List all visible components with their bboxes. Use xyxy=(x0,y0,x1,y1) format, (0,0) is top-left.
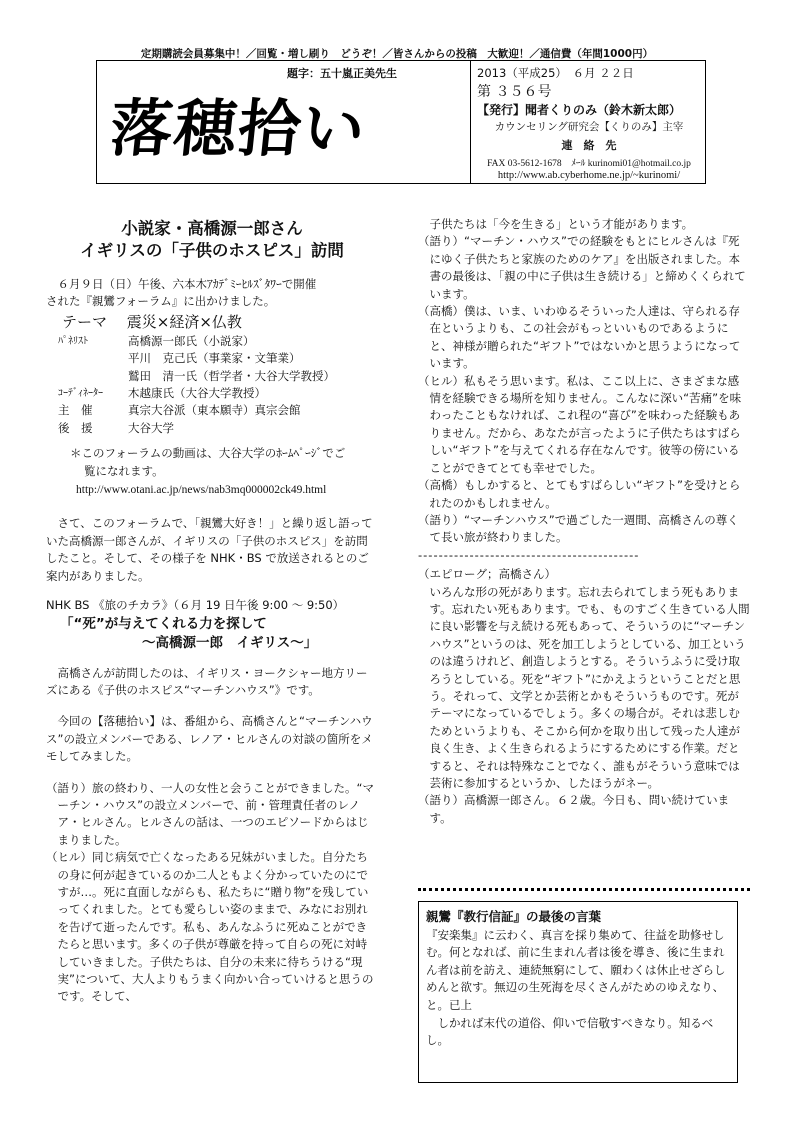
issue-date: 2013（平成25） ６月 ２２日 xyxy=(477,66,634,80)
paragraph-intro-dialogue: 今回の【落穂拾い】は、番組から、高橋さんと“マーチンハウス”の設立メンバーである、レノア・ヒルさんの対談の箇所をメモしてみました。 xyxy=(46,714,373,764)
dialogue-narration: （語り）旅の終わり、一人の女性と会うことができました。“マーチン・ハウス”の設立メンバーで、前・管理責任者のレノア・ヒルさん。ヒルさんの話は、一つのエピソードからはじまりました。 xyxy=(46,780,374,847)
forum-theme: テーマ 震災×経済×仏教 xyxy=(62,312,242,331)
program-title-2: 〜高橋源一郎 イギリス〜」 xyxy=(142,634,318,651)
section-divider: ------------------------------------------- xyxy=(418,547,640,562)
dialogue-hill: （ヒル）同じ病気で亡くなったある兄妹がいました。自分たちの身に何が起きているのか二人ともよく分かっていたのにですが…。死に直面しながらも、私たちに“贈り物”を残していってくれました。とても愛らしい姿のままで、みなにお別れを告げて逝ったんです。私も、あんなふうに死ぬことができたらと思います。多くの子供が尊厳を持って自らの死に対峙していきました。子供たちは、自分の未来に待ちうける“現実”について、大人よりもうまく向かい合っていけると思うのです。そして、 xyxy=(46,850,374,1004)
contact-info: FAX 03-5612-1678 ﾒｰﾙ kurinomi01@hotmail.co.jp xyxy=(487,159,691,169)
publisher: 【発行】聞者くりのみ（鈴木新太郎） xyxy=(477,103,682,117)
dialogue-takahashi: （高橋）もしかすると、とてもすばらしい“ギフト”を受けとられたのかもしれません。 xyxy=(418,478,741,510)
forum-value: 高橋源一郎氏（小説家） xyxy=(128,333,255,348)
intro-line-2: された『親鸞フォーラム』に出かけました。 xyxy=(46,294,276,309)
nhk-broadcast-info: NHK BS 《旅のチカラ》（６月 19 日午後 9:00 〜 9:50） xyxy=(46,598,345,613)
paragraph-forum: さて、このフォーラムで、「親鸞大好き！」と繰り返し語っていた高橋源一郎さんが、イギリスの「子供のホスピス」を訪問したこと。そして、その様子を NHK・BS で放送されるとのご案内がありました。 xyxy=(46,516,373,583)
forum-label xyxy=(58,368,128,385)
forum-value: 鷲田 清一氏（哲学者・大谷大学教授） xyxy=(128,368,335,383)
dialogue-takahashi: （高橋）僕は、いま、いわゆるそういった人達は、守られる存在というよりも、この社会がもっといいものであるようにと、神様が贈られた“ギフト”ではないかと思うようになっています。 xyxy=(418,304,741,371)
masthead xyxy=(96,60,706,184)
video-note-cont: 覧になれます。 xyxy=(84,463,164,478)
forum-value: 大谷大学 xyxy=(128,420,174,435)
headline-line-2: イギリスの「子供のホスピス」訪問 xyxy=(80,241,344,260)
website-url: http://www.ab.cyberhome.ne.jp/~kurinomi/ xyxy=(497,170,681,181)
paragraph-visit: 高橋さんが訪問したのは、イギリス・ヨークシャー地方リーズにある《子供のホスピス“マーチンハウス”》です。 xyxy=(46,665,368,697)
forum-value: 木越康氏（大谷大学教授） xyxy=(128,386,266,401)
organization: カウンセリング研究会【くりのみ】主宰 xyxy=(494,121,684,133)
forum-value: 平川 克己氏（事業家・文筆業） xyxy=(128,351,301,366)
right-column xyxy=(418,216,750,827)
quote-text-cont: しかれば末代の道俗、仰いで信敬すべきなり。知るべし。 xyxy=(426,1015,714,1048)
closing-narration: （語り）高橋源一郎さん。６２歳。今日も、問い続けています。 xyxy=(418,793,730,825)
dialogue-hill: （ヒル）私もそう思います。私は、ここ以上に、さまざまな感情を経験できる場所を知りません。こんなに深い“苦痛”を味わったこともなければ、これ程の“喜び”を味わった経験もありません。だから、あなたが言ったように子供たちはすばらしい“ギフト”を与えてくれる存在なんです。彼等の傍にいることができてとても幸せでした。 xyxy=(418,373,742,475)
forum-value: 真宗大谷派（東本願寺）真宗会館 xyxy=(128,403,301,418)
epilogue-text: いろんな形の死があります。忘れ去られてしまう死もあります。忘れたい死もあります。でも、ものすごく生きている人間に良い影響を与え続ける死もあって、そういうのに“マーチンハウス”というのは、死を加工しようとしている、加工というのは違うけれど、創造しようとする。そういうふうに受け取ろうとしている。死を“ギフト”にかえようということだと思う。それって、文学とか芸術とかもそういうものです。死がテーマになっているでしょう。多くの場合が。それは悲しむためというよりも、そこから何かを取り出して残った人達が良く生き、よく生きられるようにするためにする作業。だとすると、それは特殊なことでなく、誰もがそういう意味では芸術に参加するというか、したほうがネー。 xyxy=(429,584,750,790)
dialogue-narration: （語り）“マーチンハウス”で過ごした一週間、高橋さんの尊くて長い旅が終わりました。 xyxy=(418,512,739,545)
calligraphy-credit: 題字：五十嵐正美先生 xyxy=(287,67,397,80)
intro-line-1: ６月９日（日）午後、六本木ｱｶﾃﾞﾐｰﾋﾙｽﾞﾀﾜｰで開催 xyxy=(57,277,317,291)
forum-label: 主 催 xyxy=(58,403,93,418)
subscription-notice: 定期購読会員募集中！／回覧・増し刷り どうぞ！／皆さんからの投稿 大歓迎！／通信費（年間1000円） xyxy=(140,48,654,60)
program-title-1: 「“死”が与えてくれる力を探して xyxy=(60,615,267,632)
dialogue-narration: （語り）“マーチン・ハウス”での経験をもとにヒルさんは『死にゆく子供たちと家族のためのケア』を出版されました。本書の最後は、「親の中に子供は生き続ける」と締めくくられています。 xyxy=(418,234,746,301)
forum-label: ﾊﾟﾈﾘｽﾄ xyxy=(58,335,88,347)
headline-line-1: 小説家・高橋源一郎さん xyxy=(121,219,303,238)
dialogue-continued: 子供たちは「今を生きる」という才能があります。 xyxy=(429,217,694,231)
video-url[interactable]: http://www.otani.ac.jp/news/nab3mq000002ck49.html xyxy=(76,484,327,497)
forum-label: 後 援 xyxy=(58,420,93,435)
quote-box-title: 親鸞『教行信証』の最後の言葉 xyxy=(426,909,602,924)
quote-text: 『安楽集』に云わく、真言を採り集めて、往益を助修せしむ。何となれば、前に生まれん者は後を導き、後に生まれん者は前を訪え、連続無窮にして、願わくは休止せざらしめんと欲す。無辺の生死海を尽くさんがためのゆえなり、と。已上 xyxy=(426,927,726,1012)
left-column xyxy=(46,218,378,1006)
contact-label: 連 絡 先 xyxy=(561,139,617,152)
forum-label xyxy=(58,350,128,367)
shinran-quote-box xyxy=(418,901,738,1083)
forum-details xyxy=(58,333,378,437)
issue-number: 第 ３５６号 xyxy=(477,84,552,100)
newsletter-title: 落穂拾い xyxy=(106,92,371,165)
epilogue-label: （エピローグ；高橋さん） xyxy=(418,567,556,582)
forum-label: ｺｰﾃﾞｨﾈｰﾀｰ xyxy=(58,388,103,400)
video-note: ＊このフォーラムの動画は、大谷大学のﾎｰﾑﾍﾟｰｼﾞでご xyxy=(70,446,346,461)
dotted-separator xyxy=(418,888,750,891)
